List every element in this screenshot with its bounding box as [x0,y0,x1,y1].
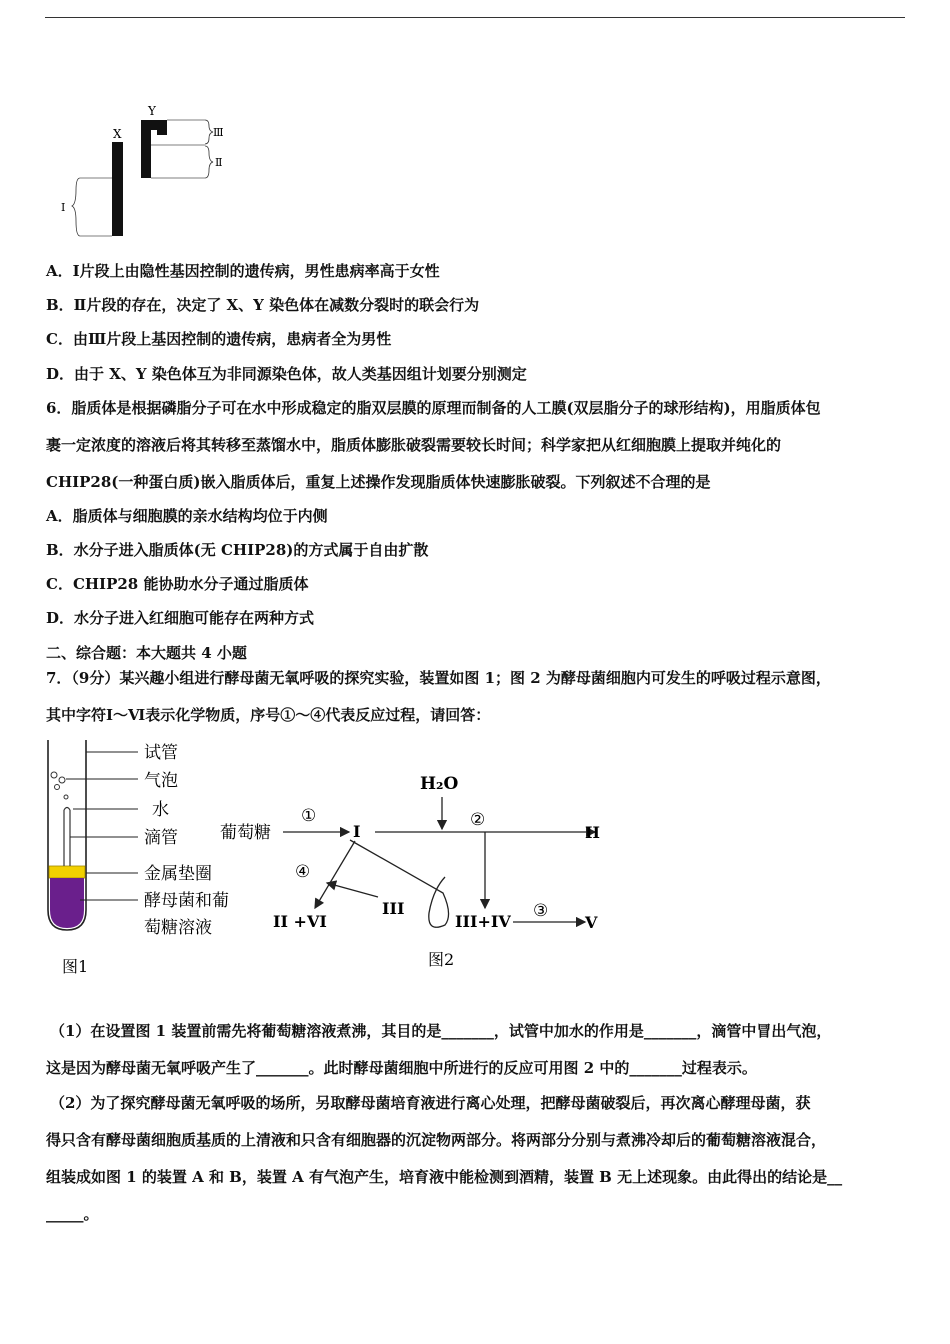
q7-stem-line2: 其中字符Ⅰ～Ⅵ表示化学物质，序号①～④代表反应过程，请回答： [46,706,491,724]
product-v-label: V [585,913,598,932]
glucose-label: 葡萄糖 [220,823,271,843]
h2o-label: H₂O [420,774,459,794]
q6-stem-line1: 6．脂质体是根据磷脂分子可在水中形成稳定的脂双层膜的原理而制备的人工膜(双层脂分子的球形结构)，用脂质体包 [46,399,821,417]
q6-option-a: A．脂质体与细胞膜的亲水结构均位于内侧 [46,507,328,525]
figure-2-caption: 图2 [428,950,455,969]
x-chromosome-label: X [113,127,122,141]
q7-sub2-line2: 得只含有酵母菌细胞质基质的上清液和只含有细胞器的沉淀物两部分。将两部分分别与煮沸冷却后的葡萄糖溶液混合， [46,1131,827,1149]
y-chromosome-tip [157,120,167,135]
q6-option-c: C．CHIP28 能协助水分子通过脂质体 [46,575,309,593]
q7-sub2-line4: _____。 [46,1205,99,1223]
label-yeast-glucose-1: 酵母菌和葡 [144,891,229,911]
q6-option-d: D．水分子进入红细胞可能存在两种方式 [46,609,315,627]
q7-sub1-line1: （1）在设置图 1 装置前需先将葡萄糖溶液煮沸，其目的是_______，试管中加水的作用是_______，滴管中冒出气泡， [50,1022,832,1040]
substance-iii-label: III [382,899,405,918]
step-1-label: ① [301,806,317,826]
q6-stem-line3: CHIP28(一种蛋白质)嵌入脂质体后，重复上述操作发现脂质体快速膨胀破裂。下列叙述不合理的是 [46,473,711,491]
water-fill [49,765,85,865]
label-bubble: 气泡 [144,771,178,791]
figure-1-apparatus [40,735,240,980]
q7-sub1-line2: 这是因为酵母菌无氧呼吸产生了_______。此时酵母菌细胞中所进行的反应可用图 2 中的_______过程表示。 [46,1059,757,1077]
label-dropper: 滴管 [144,828,178,848]
segment-iii-label: Ⅲ [213,126,224,139]
metal-washer [49,866,85,878]
product-ii-vi-label: II +VI [273,912,327,931]
substance-i-label: I [353,822,361,841]
product-iii-iv-label: III+IV [455,912,511,931]
figure-2-respiration-pathway [215,765,615,975]
x-chromosome [112,142,123,236]
q6-option-b: B．水分子进入脂质体(无 CHIP28)的方式属于自由扩散 [46,541,429,559]
label-yeast-glucose-2: 萄糖溶液 [144,918,212,938]
y-chromosome-label: Y [148,104,156,118]
yeast-solution [50,878,84,928]
q5-option-a: A．Ⅰ片段上由隐性基因控制的遗传病，男性患病率高于女性 [46,262,440,280]
step-2-label: ② [470,810,486,830]
segment-i-label: Ⅰ [61,201,66,214]
header-rule [45,17,905,18]
figure-1-caption: 图1 [62,957,89,976]
q7-sub2-line3: 组装成如图 1 的装置 A 和 B，装置 A 有气泡产生，培育液中能检测到酒精，装置 B 无上述现象。由此得出的结论是__ [46,1168,843,1186]
segment-ii-label: Ⅱ [215,156,223,169]
q5-option-c: C．由Ⅲ片段上基因控制的遗传病，患病者全为男性 [46,330,392,348]
step-4-label: ④ [295,862,311,882]
substance-ii-label: II [585,823,600,842]
q6-stem-line2: 裹一定浓度的溶液后将其转移至蒸馏水中，脂质体膨胀破裂需要较长时间；科学家把从红细胞膜上提取并纯化的 [46,436,782,454]
label-water: 水 [152,800,169,820]
chromosome-figure [55,100,245,245]
section-heading: 二、综合题：本大题共 4 小题 [46,644,247,662]
q7-stem-line1: 7．（9分）某兴趣小组进行酵母菌无氧呼吸的探究实验，装置如图 1；图 2 为酵母菌细胞内可发生的呼吸过程示意图， [46,669,831,687]
q5-option-d: D．由于 X、Y 染色体互为非同源染色体，故人类基因组计划要分别测定 [46,365,527,383]
q7-sub2-line1: （2）为了探究酵母菌无氧呼吸的场所，另取酵母菌培育液进行离心处理，把酵母菌破裂后，再次离心酵理母菌，获 [50,1094,811,1112]
step-3-label: ③ [533,901,549,921]
label-test-tube: 试管 [144,743,178,763]
label-metal-washer: 金属垫圈 [144,864,212,884]
q5-option-b: B．Ⅱ片段的存在，决定了 X、Y 染色体在减数分裂时的联会行为 [46,296,480,314]
